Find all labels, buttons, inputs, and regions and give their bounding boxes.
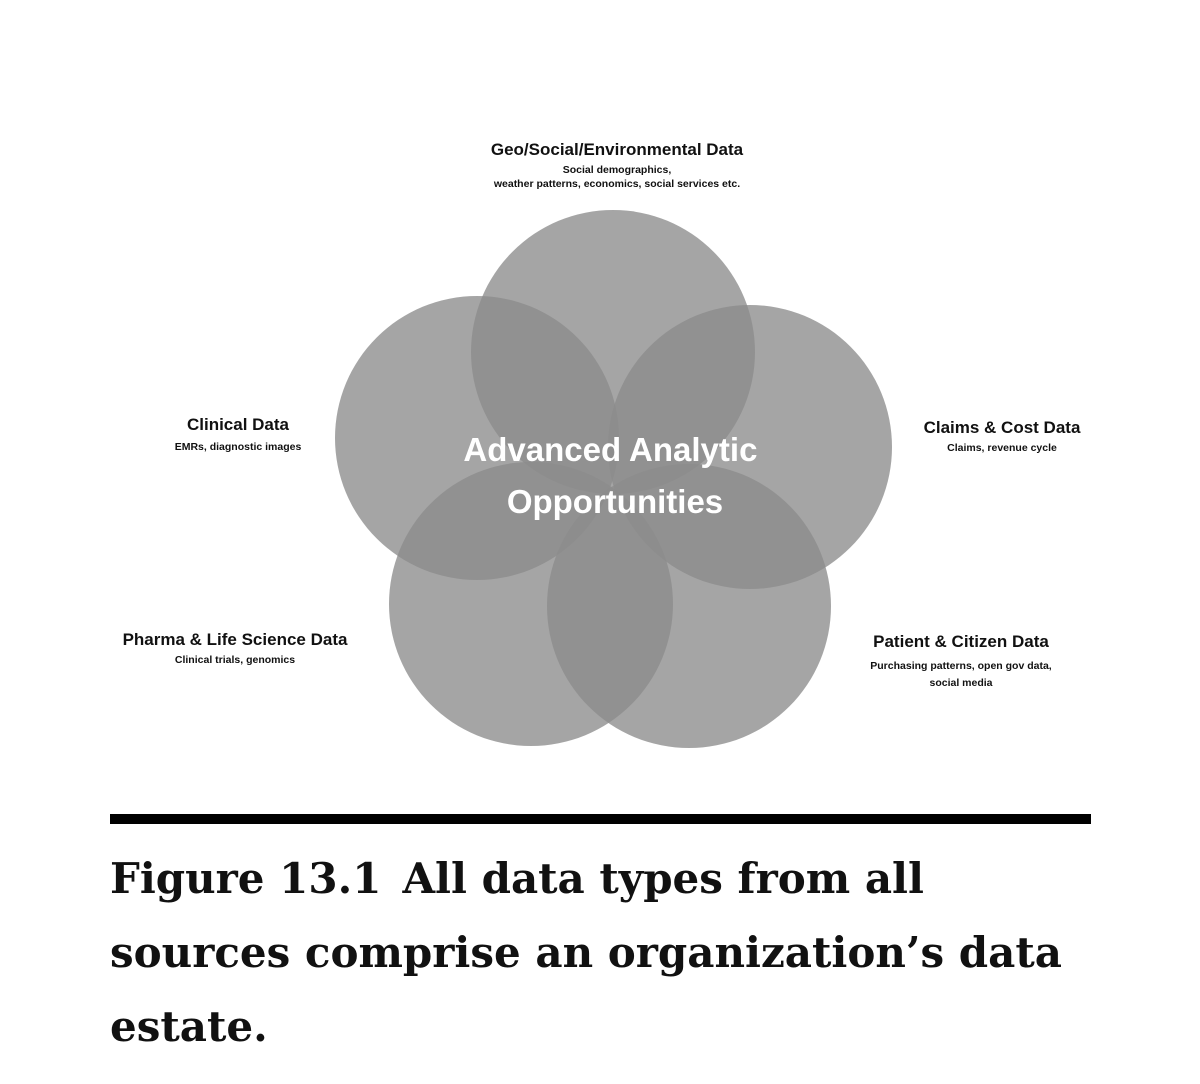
node-title-pharma: Pharma & Life Science Data (122, 630, 348, 649)
node-title-claims: Claims & Cost Data (923, 418, 1081, 437)
figure-number: Figure 13.1 (110, 854, 382, 903)
figure-caption (110, 842, 1110, 1064)
node-desc-geo-2: weather patterns, economics, social services etc. (493, 178, 741, 190)
center-label-line-2: Opportunities (506, 483, 724, 520)
node-label-clinical (175, 415, 302, 453)
node-desc-clinical-1: EMRs, diagnostic images (174, 441, 302, 453)
node-desc-pharma-1: Clinical trials, genomics (174, 654, 296, 666)
node-label-pharma (123, 630, 348, 666)
node-desc-patient-1: Purchasing patterns, open gov data, (870, 660, 1052, 672)
node-label-claims (924, 418, 1081, 454)
node-title-patient: Patient & Citizen Data (873, 632, 1049, 651)
node-desc-geo-1: Social demographics, (562, 164, 672, 176)
node-label-geo (491, 140, 744, 190)
node-title-clinical: Clinical Data (186, 415, 290, 434)
node-desc-patient-2: social media (929, 677, 993, 689)
caption-rule (110, 814, 1091, 824)
center-label-line-1: Advanced Analytic (463, 431, 758, 468)
node-desc-claims-1: Claims, revenue cycle (947, 442, 1057, 454)
node-title-geo: Geo/Social/Environmental Data (490, 140, 744, 159)
figure-caption-text: All data types from all sources comprise an organization’s data estate. (110, 854, 1062, 1051)
circles-group (335, 210, 892, 748)
node-label-patient (870, 632, 1052, 689)
